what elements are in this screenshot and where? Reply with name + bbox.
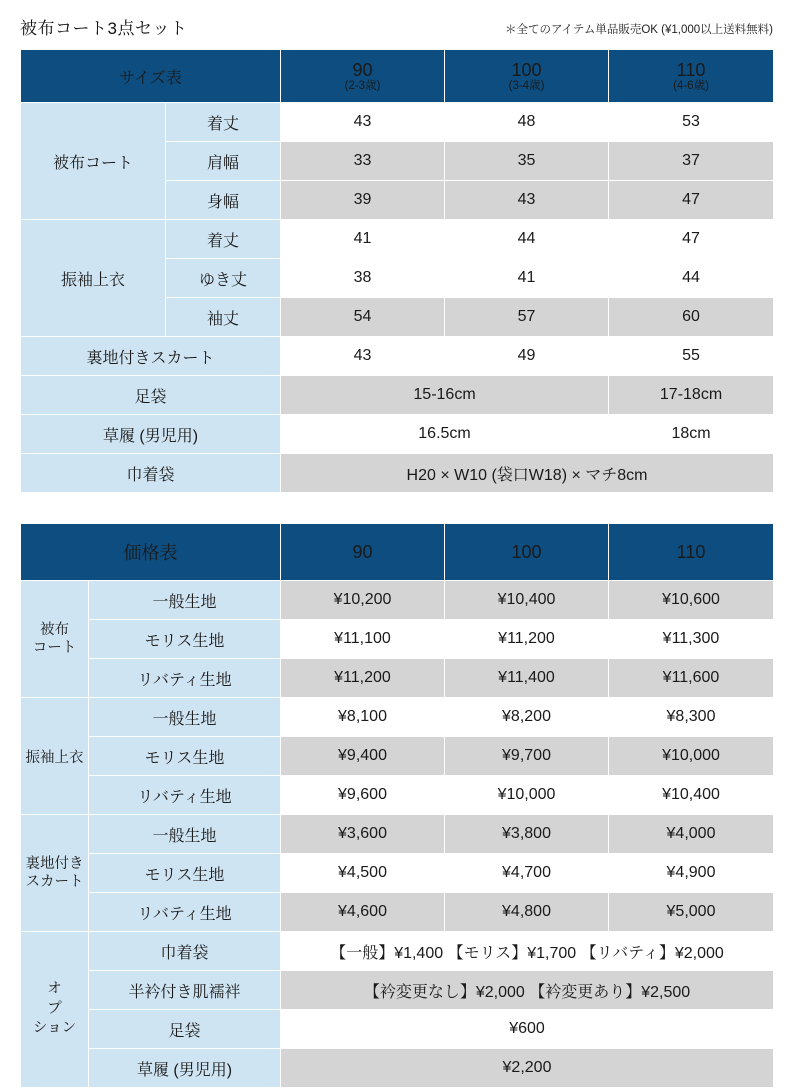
size-col-110 [609, 50, 774, 103]
size-table-header-row [21, 50, 774, 103]
size-row-label-tabi: 足袋 [21, 376, 281, 415]
price-row-label: 足袋 [89, 1010, 281, 1049]
size-value: 43 [281, 103, 445, 142]
table-row [21, 776, 774, 815]
size-value: 49 [445, 337, 609, 376]
price-row-label: 巾着袋 [89, 932, 281, 971]
size-col-110-age: (4-6歳) [673, 79, 709, 92]
price-row-label: モリス生地 [89, 854, 281, 893]
price-value: ¥10,400 [445, 581, 609, 620]
price-value: ¥11,400 [445, 659, 609, 698]
size-value: 43 [281, 337, 445, 376]
price-value: ¥11,200 [281, 659, 445, 698]
price-value: ¥10,400 [609, 776, 774, 815]
size-value: 47 [609, 220, 774, 259]
table-row [21, 893, 774, 932]
size-value: 44 [609, 259, 774, 298]
size-value: 33 [281, 142, 445, 181]
size-table [20, 49, 774, 493]
price-value: ¥2,200 [281, 1049, 774, 1088]
price-row-label: モリス生地 [89, 620, 281, 659]
price-value: ¥4,700 [445, 854, 609, 893]
size-value: 35 [445, 142, 609, 181]
price-value: ¥4,000 [609, 815, 774, 854]
size-value: H20 × W10 (袋口W18) × マチ8cm [281, 454, 774, 493]
price-row-label: 半衿付き肌襦袢 [89, 971, 281, 1010]
price-table [20, 523, 774, 1088]
table-row [21, 971, 774, 1010]
table-row [21, 581, 774, 620]
price-value: ¥10,200 [281, 581, 445, 620]
price-col-90: 90 [281, 524, 445, 581]
size-row-label: 着丈 [166, 103, 281, 142]
price-group-furisode-label: 振袖上衣 [21, 698, 89, 815]
price-value: ¥4,900 [609, 854, 774, 893]
table-row [21, 698, 774, 737]
table-row [21, 932, 774, 971]
price-value: ¥9,700 [445, 737, 609, 776]
price-row-label: 草履 (男児用) [89, 1049, 281, 1088]
table-row [21, 415, 774, 454]
size-col-100 [445, 50, 609, 103]
size-value: 53 [609, 103, 774, 142]
size-col-90-age: (2-3歳) [344, 79, 381, 92]
price-row-label: 一般生地 [89, 815, 281, 854]
size-value: 38 [281, 259, 445, 298]
table-row [21, 737, 774, 776]
price-value: ¥4,600 [281, 893, 445, 932]
page-title: 被布コート3点セット [20, 19, 188, 38]
price-value: 【一般】¥1,400 【モリス】¥1,700 【リバティ】¥2,000 [281, 932, 774, 971]
price-col-100: 100 [445, 524, 609, 581]
table-row [21, 1010, 774, 1049]
size-col-90 [281, 50, 445, 103]
size-row-label: 身幅 [166, 181, 281, 220]
price-row-label: 一般生地 [89, 698, 281, 737]
table-row [21, 1049, 774, 1088]
size-value: 18cm [609, 415, 774, 454]
table-row [21, 659, 774, 698]
size-row-label: ゆき丈 [166, 259, 281, 298]
price-value: ¥3,600 [281, 815, 445, 854]
size-row-label: 袖丈 [166, 298, 281, 337]
price-value: ¥10,000 [445, 776, 609, 815]
size-row-label: 肩幅 [166, 142, 281, 181]
price-value: ¥5,000 [609, 893, 774, 932]
size-value: 44 [445, 220, 609, 259]
price-value: ¥8,100 [281, 698, 445, 737]
size-value: 41 [445, 259, 609, 298]
price-value: ¥4,500 [281, 854, 445, 893]
price-value: ¥4,800 [445, 893, 609, 932]
size-value: 15-16cm [281, 376, 609, 415]
price-value: 【衿変更なし】¥2,000 【衿変更あり】¥2,500 [281, 971, 774, 1010]
table-row [21, 220, 774, 259]
price-value: ¥11,100 [281, 620, 445, 659]
price-value: ¥8,300 [609, 698, 774, 737]
size-value: 57 [445, 298, 609, 337]
price-value: ¥11,200 [445, 620, 609, 659]
size-row-label: 着丈 [166, 220, 281, 259]
price-table-title: 価格表 [21, 524, 281, 581]
price-value: ¥11,300 [609, 620, 774, 659]
size-value: 16.5cm [281, 415, 609, 454]
price-value: ¥10,000 [609, 737, 774, 776]
table-row [21, 454, 774, 493]
size-value: 55 [609, 337, 774, 376]
size-value: 47 [609, 181, 774, 220]
price-value: ¥11,600 [609, 659, 774, 698]
price-col-110: 110 [609, 524, 774, 581]
table-row [21, 376, 774, 415]
size-value: 17-18cm [609, 376, 774, 415]
header-note: ＊全てのアイテム単品販売OK (¥1,000以上送料無料) [504, 24, 773, 36]
size-group-hifu-label: 被布コート [21, 103, 166, 220]
size-value: 54 [281, 298, 445, 337]
size-value: 39 [281, 181, 445, 220]
price-value: ¥10,600 [609, 581, 774, 620]
table-row [21, 815, 774, 854]
table-row [21, 854, 774, 893]
size-row-label-kinchaku: 巾着袋 [21, 454, 281, 493]
size-table-title: サイズ表 [21, 50, 281, 103]
size-value: 43 [445, 181, 609, 220]
size-col-110-label: 110 [676, 59, 706, 80]
price-group-skirt-label: 裏地付き スカート [21, 815, 89, 932]
size-value: 41 [281, 220, 445, 259]
price-row-label: モリス生地 [89, 737, 281, 776]
price-value: ¥8,200 [445, 698, 609, 737]
price-row-label: 一般生地 [89, 581, 281, 620]
price-group-hifu-label: 被布 コート [21, 581, 89, 698]
price-value: ¥3,800 [445, 815, 609, 854]
size-value: 60 [609, 298, 774, 337]
size-col-100-label: 100 [511, 59, 542, 80]
price-group-option-label: オ プ ション [21, 932, 89, 1088]
size-value: 37 [609, 142, 774, 181]
size-col-90-label: 90 [352, 59, 373, 80]
size-group-furisode-label: 振袖上衣 [21, 220, 166, 337]
size-value: 48 [445, 103, 609, 142]
price-row-label: リバティ生地 [89, 776, 281, 815]
table-spacer [20, 493, 773, 523]
price-row-label: リバティ生地 [89, 893, 281, 932]
price-value: ¥9,400 [281, 737, 445, 776]
size-col-100-age: (3-4歳) [508, 79, 545, 92]
size-row-label-skirt: 裏地付きスカート [21, 337, 281, 376]
price-value: ¥9,600 [281, 776, 445, 815]
price-row-label: リバティ生地 [89, 659, 281, 698]
table-row [21, 103, 774, 142]
page-header [20, 14, 773, 39]
table-row [21, 337, 774, 376]
price-value: ¥600 [281, 1010, 774, 1049]
price-table-header-row [21, 524, 774, 581]
size-row-label-zori: 草履 (男児用) [21, 415, 281, 454]
table-row [21, 620, 774, 659]
